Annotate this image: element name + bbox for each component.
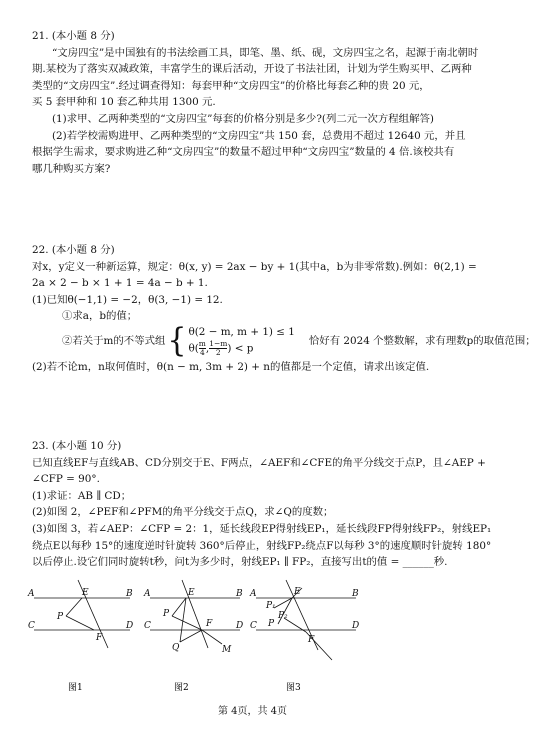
fraction-1-m-2: $\frac{1-m}{2}$	[209, 338, 228, 357]
fig3-label-C: C	[250, 621, 257, 631]
q22-part1b-prefix: ②若关于m的不等式组	[62, 334, 166, 347]
fig2-label-M: M	[222, 645, 232, 655]
q22-text-line: 2a × 2 − b × 1 + 1 = 4a − b + 1.	[32, 277, 208, 290]
question-21	[32, 28, 480, 177]
fig2-label-Q: Q	[172, 643, 180, 653]
fig1-label-C: C	[28, 621, 35, 631]
fig3-label-B: B	[352, 589, 359, 599]
q21-title: 21. (本小题 8 分)	[32, 30, 115, 42]
q23-text-line: ∠CFP = 90°.	[32, 473, 100, 486]
q21-part2-line: 哪几种购买方案?	[32, 162, 111, 175]
fraction-m-4: $\frac{m}{4}$	[198, 338, 206, 357]
q23-part3-line: (3)如图 3，若∠AEP：∠CFP = 2：1，延长线段EP得射线EP₁，延长线段FP得射线FP₂，射线EP₁	[32, 522, 492, 535]
fig1-label-B: B	[126, 589, 133, 599]
fig2-caption: 图2	[174, 683, 189, 693]
fig3-label-P2: P₂	[278, 611, 288, 621]
fig1-label-A: A	[28, 589, 35, 599]
fig1-caption: 图1	[68, 683, 83, 693]
fig1-label-P: P	[57, 612, 64, 622]
q22-text-line: 对x，y定义一种新运算，规定：θ(x, y) = 2ax − by + 1(其中a，b为非零常数).例如：θ(2,1) =	[32, 260, 477, 273]
inequality-system	[188, 325, 294, 357]
q21-text-line: “文房四宝”是中国独有的书法绘画工具，即笔、墨、纸、砚，文房四宝之名，起源于南北朝时	[52, 46, 479, 59]
question-22	[32, 242, 536, 376]
q22-title: 22. (本小题 8 分)	[32, 244, 115, 256]
figures-row	[22, 578, 482, 696]
inequality-2: θ( $\frac{m}{4}$ , $\frac{1-m}{2}$ ) < p	[188, 338, 254, 357]
fig3-caption: 图3	[286, 683, 301, 693]
fig1-label-D: D	[126, 621, 134, 631]
brace-symbol: {	[167, 321, 187, 360]
fig2-label-E: E	[188, 588, 195, 598]
q22-part2: (2)若不论m，n取何值时，θ(n − m, 3m + 2) + n的值都是一个定值，请求出该定值.	[32, 360, 430, 373]
fig2-label-D: D	[236, 621, 244, 631]
fig3-label-E: E	[294, 587, 301, 597]
q23-part3-line: 以后停止.设它们同时旋转t秒，问t为多少时，射线EP₁ ∥ FP₂，直接写出t的值 = ______秒.	[32, 556, 448, 569]
q21-part1: (1)求甲、乙两种类型的“文房四宝”每套的价格分别是多少?(列二元一次方程组解答)	[52, 112, 434, 125]
fig3-label-D: D	[352, 621, 360, 631]
fig1-label-E: E	[82, 588, 89, 598]
page-footer: 第 4页，共 4页	[217, 706, 288, 717]
fig3-label-A: A	[250, 589, 257, 599]
q22-part1b-suffix: 恰好有 2024 个整数解，求有理数p的取值范围；	[308, 334, 536, 347]
q21-text-line: 买 5 套甲种和 10 套乙种共用 1300 元.	[32, 96, 216, 109]
question-23	[32, 438, 492, 571]
fig3-label-F: F	[308, 635, 315, 645]
q23-title: 23. (本小题 10 分)	[32, 440, 122, 452]
fig2-label-C: C	[144, 621, 151, 631]
q21-text-line: 类型的“文房四宝”.经过调查得知：每套甲种“文房四宝”的价格比每套乙种的贵 20 元，	[32, 79, 430, 92]
geometry-figures	[22, 578, 482, 696]
q23-part1: (1)求证：AB ∥ CD；	[32, 489, 132, 502]
fig2-label-F: F	[206, 619, 213, 629]
fig2-label-A: A	[144, 589, 151, 599]
fig2-label-P: P	[163, 609, 170, 619]
q22-part1: (1)已知θ(−1,1) = −2，θ(3, −1) = 12.	[32, 293, 223, 306]
fig2-label-B: B	[236, 589, 243, 599]
q22-part1b	[32, 321, 536, 360]
q21-text-line: 期.某校为了落实双减政策，丰富学生的课后活动，开设了书法社团，计划为学生购买甲、乙两种	[32, 63, 472, 76]
fig1-label-F: F	[96, 633, 103, 643]
q22-part1a: ①求a，b的值；	[62, 310, 138, 323]
q23-part2: (2)如图 2，∠PEF和∠PFM的角平分线交于点Q，求∠Q的度数；	[32, 506, 334, 519]
q21-part2-line: (2)若学校需购进甲、乙两种类型的“文房四宝”共 150 套，总费用不超过 12640 元，并且	[52, 129, 466, 142]
q21-part2-line: 根据学生需求，要求购进乙种“文房四宝”的数量不超过甲种“文房四宝”数量的 4 倍.该校共有	[32, 146, 455, 159]
fig3-label-P: P	[268, 619, 275, 629]
q23-text-line: 已知直线EF与直线AB、CD分别交于E、F两点，∠AEF和∠CFE的角平分线交于点P，且∠AEP +	[32, 456, 486, 469]
fig3-label-P1: P₁	[266, 601, 276, 611]
inequality-1: θ(2 − m, m + 1) ≤ 1	[188, 325, 295, 338]
q23-part3-line: 绕点E以每秒 15°的速度逆时针旋转 360°后停止，射线FP₂绕点F以每秒 3°的速度顺时针旋转 180°	[32, 539, 492, 552]
